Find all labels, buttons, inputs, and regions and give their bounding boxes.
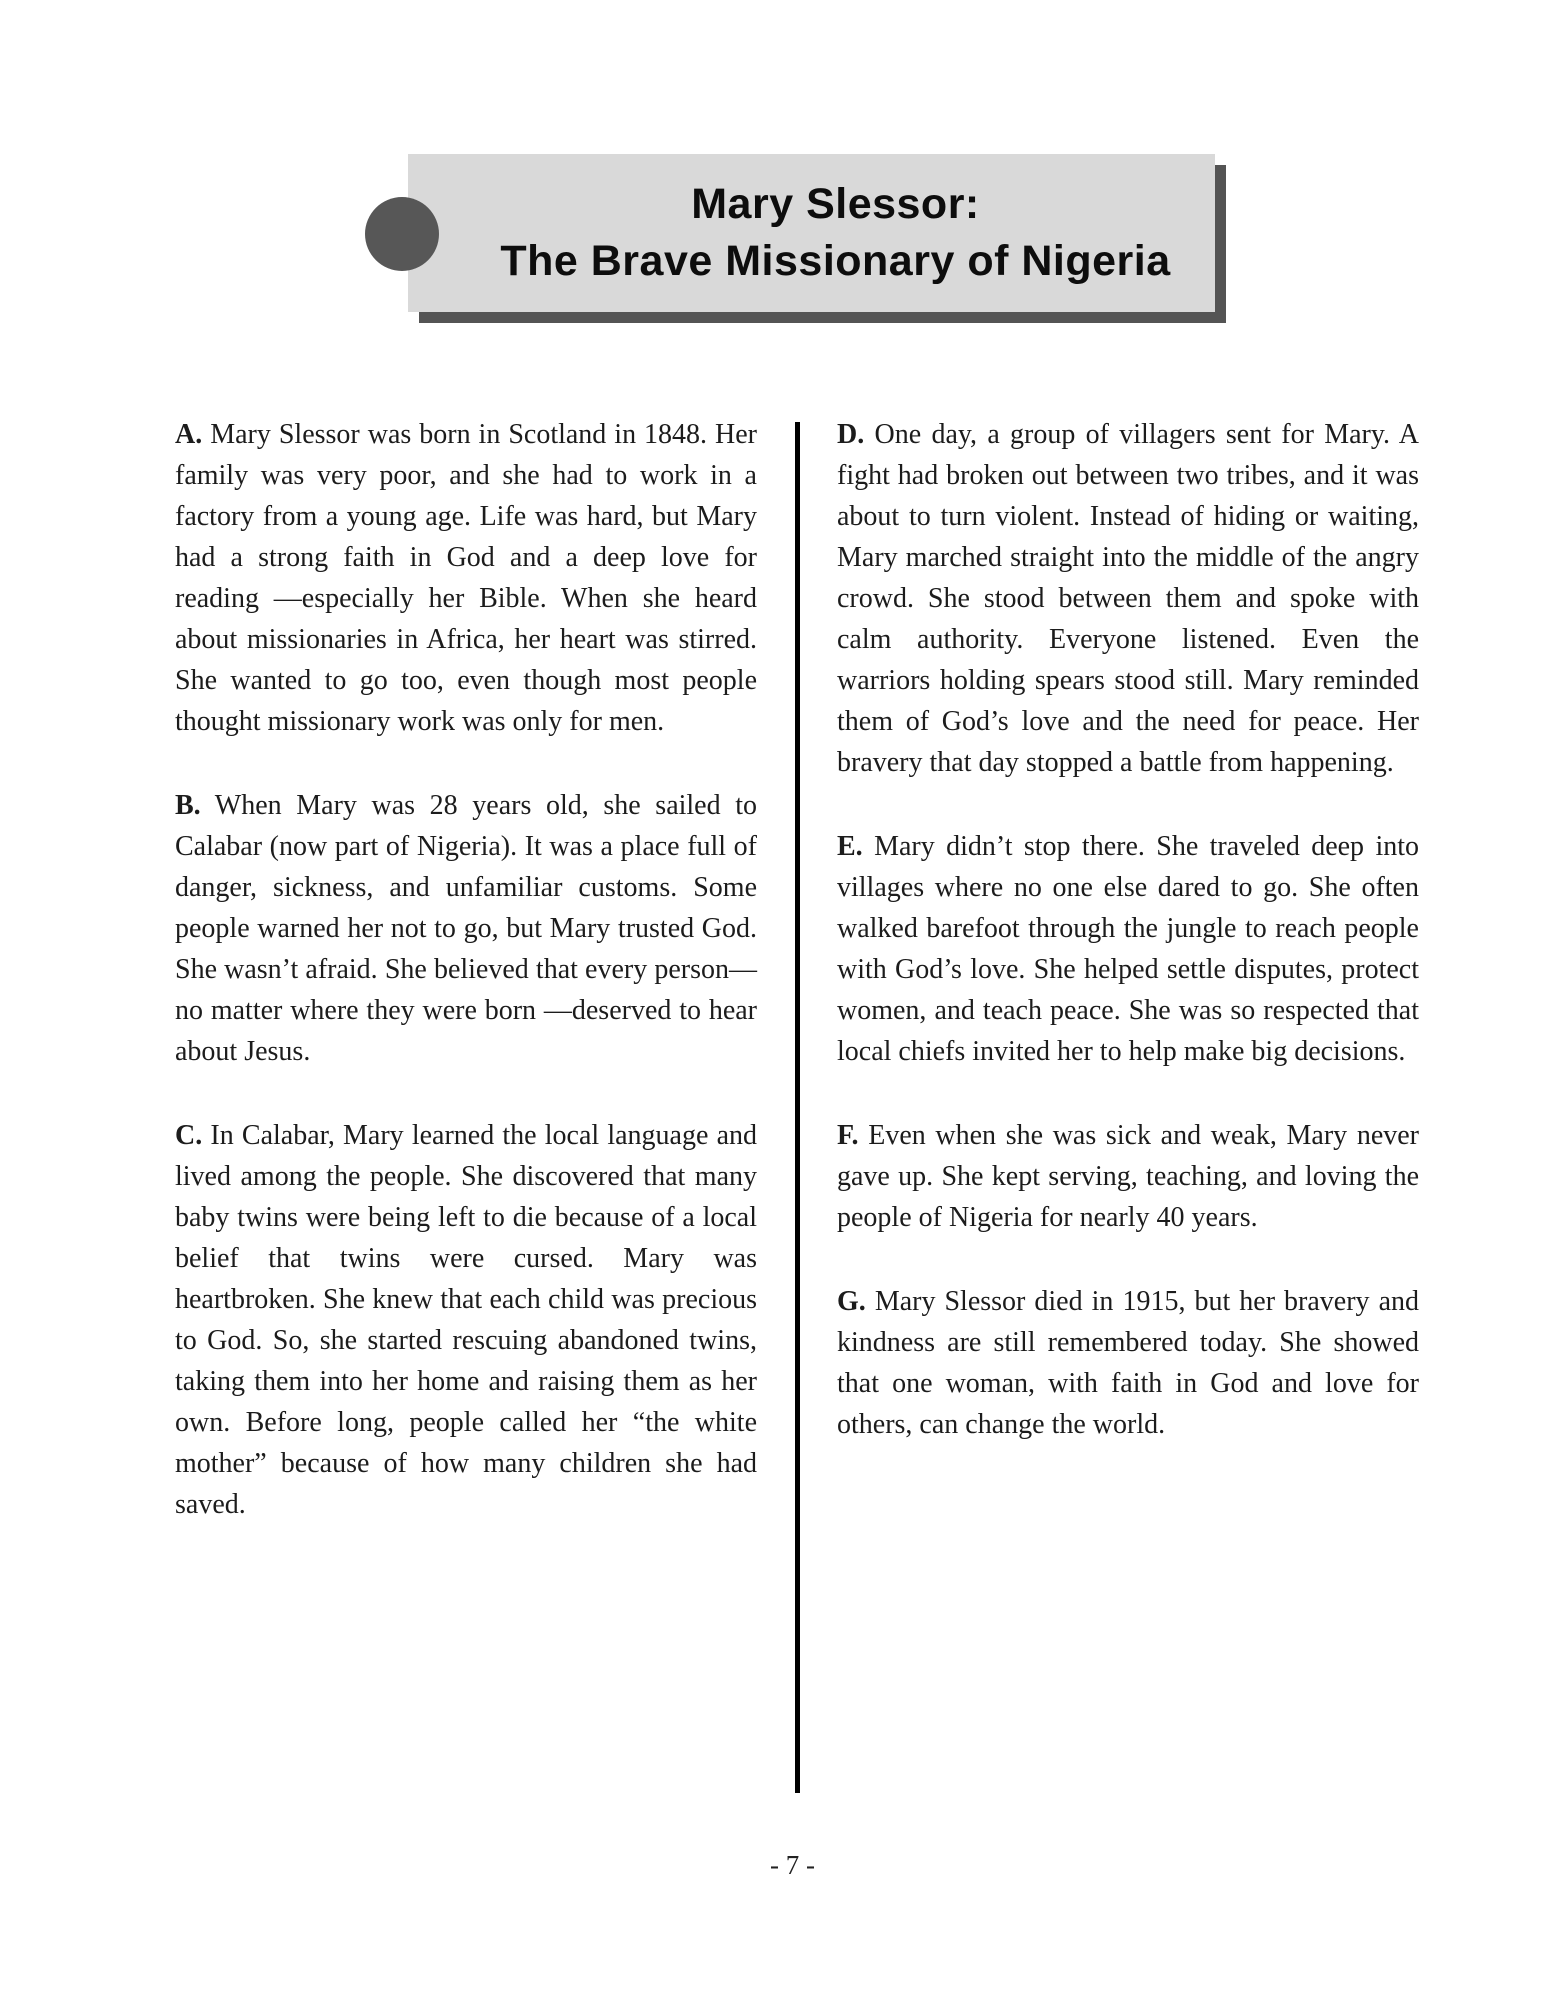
- paragraph-b: [175, 785, 757, 1072]
- paragraph-g-label: G.: [837, 1286, 866, 1317]
- paragraph-a: [175, 414, 757, 742]
- title-banner: [408, 154, 1215, 312]
- paragraph-e-text: Mary didn’t stop there. She traveled deep into villages where no one else dared to go. She often walked barefoot through the jungle to reach people with God’s love. She helped settle disputes, protect women, and teach peace. She was so respected that local chiefs invited her to help make big decisions.: [837, 831, 1419, 1067]
- paragraph-e-label: E.: [837, 831, 863, 862]
- text-column-right: [837, 414, 1419, 1445]
- paragraph-d-label: D.: [837, 419, 865, 450]
- text-column-left: [175, 414, 757, 1525]
- paragraph-d: [837, 414, 1419, 783]
- paragraph-e: [837, 826, 1419, 1072]
- paragraph-f-text: Even when she was sick and weak, Mary never gave up. She kept serving, teaching, and loving the people of Nigeria for nearly 40 years.: [837, 1120, 1420, 1233]
- paragraph-c-text: In Calabar, Mary learned the local language and lived among the people. She discovered that many baby twins were being left to die because of a local belief that twins were cursed. Mary was heartbroken. She knew that each child was precious to God. So, she started rescuing abandoned twins, taking them into her home and raising them as her own. Before long, people called her “the white mother” because of how many children she had saved.: [175, 1120, 757, 1520]
- page-title-line2: The Brave Missionary of Nigeria: [500, 237, 1171, 285]
- paragraph-b-text: When Mary was 28 years old, she sailed to Calabar (now part of Nigeria). It was a place full of danger, sickness, and unfamiliar customs. Some people warned her not to go, but Mary trusted God. She wasn’t afraid. She believed that every person—no matter where they were born —deserved to hear about Jesus.: [175, 790, 757, 1067]
- paragraph-b-label: B.: [175, 790, 201, 821]
- paragraph-g-text: Mary Slessor died in 1915, but her bravery and kindness are still remembered today. She showed that one woman, with faith in God and love for others, can change the world.: [837, 1286, 1420, 1440]
- paragraph-g: [837, 1281, 1419, 1445]
- paragraph-c-label: C.: [175, 1120, 203, 1151]
- page-number: - 7 -: [770, 1850, 815, 1880]
- banner-circle-decoration: [365, 197, 439, 271]
- paragraph-a-label: A.: [175, 419, 203, 450]
- paragraph-a-text: Mary Slessor was born in Scotland in 1848. Her family was very poor, and she had to work in a factory from a young age. Life was hard, but Mary had a strong faith in God and a deep love for reading —especially her Bible. When she heard about missionaries in Africa, her heart was stirred. She wanted to go too, even though most people thought missionary work was only for men.: [175, 419, 757, 737]
- column-divider-line: [795, 422, 800, 1793]
- paragraph-c: [175, 1115, 757, 1525]
- paragraph-f-label: F.: [837, 1120, 859, 1151]
- page-title-line1: Mary Slessor:: [691, 180, 980, 228]
- paragraph-d-text: One day, a group of villagers sent for Mary. A fight had broken out between two tribes, and it was about to turn violent. Instead of hiding or waiting, Mary marched straight into the middle of the angry crowd. She stood between them and spoke with calm authority. Everyone listened. Even the warriors holding spears stood still. Mary reminded them of God’s love and the need for peace. Her bravery that day stopped a battle from happening.: [837, 419, 1419, 778]
- paragraph-f: [837, 1115, 1419, 1238]
